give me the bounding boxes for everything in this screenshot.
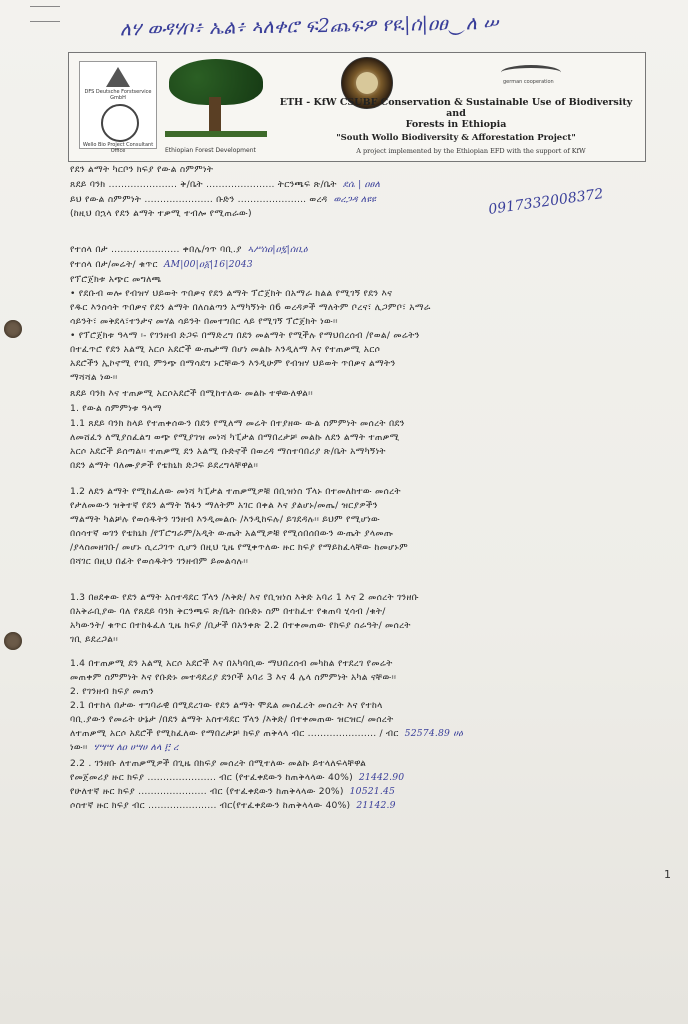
- line-text: የደን ልማት ካርቦን ክፍያ የውል ስምምነት: [70, 164, 214, 175]
- document-line: [70, 372, 118, 383]
- binder-mark: [30, 6, 60, 22]
- document-line: [70, 403, 162, 414]
- document-line: [70, 528, 393, 539]
- line-text: ማሻሻል ነው፡፡: [70, 372, 118, 383]
- document-line: [70, 446, 386, 457]
- line-text: የታለመውን ዝቅተኛ የደን ልማት ሽፋን ማለትም አገር በቀል እና ያልሆኑ/መጤ/ ዝርያዎችን: [70, 500, 378, 511]
- line-text: የሁለተኛ ዙር ክፍያ ...................... ብር (የተፈቀደውን ከጠቅላላው 20%): [70, 786, 344, 797]
- line-text: መጠቀም ስምምነት እና የቡድኑ መተዳደሪያ ደንቦች አባሪ 3 እና 4 ሌላ ስምምነት አካል ናቸው፡፡: [70, 672, 397, 683]
- document-line: [70, 330, 420, 341]
- line-text: 1.2 ለደን ልማት የሚከፈለው መነሻ ካፒታል ተጠቃሚዎቹ በቢዝነስ ፕላኑ በተመለከተው መሰረት: [70, 486, 401, 497]
- line-text: ሶስተኛ ዙር ክፍያ ብር ...................... ብር(የተፈቀደውን ከጠቅላላው 40%): [70, 800, 351, 811]
- punch-hole: [4, 632, 22, 650]
- line-text: በሻገር በዚህ በፊት የወሰዱትን ገንዘብም ይመልሳሉ፡፡: [70, 556, 249, 567]
- line-text: የፕሮጀክቱ አጭር መግለጫ: [70, 274, 162, 285]
- document-line: [70, 672, 396, 683]
- document-line: [70, 742, 179, 753]
- page-number: 1: [664, 868, 671, 881]
- line-text: የተሰላ በታ/መሬት/ ቁጥር: [70, 259, 158, 270]
- line-text: 2.1 በተከላ በታው ተግባራዊ በሚደረገው የደን ልማት ሞዴል መሰፈረት መሰረት እና የተከላ: [70, 700, 383, 711]
- line-text: አካውንት/ ቁጥር በተከፋፈለ ጊዜ ክፍያ /ቢታች በአንቀጽ 2.2 በተቀመጠው የክፍያ ስራዓት/ መሰረት: [70, 620, 411, 631]
- line-text: ነው፡፡: [70, 742, 88, 753]
- document-line: [70, 418, 405, 429]
- document-line: [70, 432, 400, 443]
- line-text: 2. የገንዘብ ክፍያ መጠን: [70, 686, 154, 697]
- handwritten-fill: 21442.90: [358, 772, 405, 783]
- dfs-logo: [79, 61, 157, 154]
- punch-hole: [4, 320, 22, 338]
- line-text: በሰሳተኛ ወገን የቴክኒክ /የፕሮግራም/አዲት ውጤት አልሚዎቹ የሚሰበሰበውን ውጤት ያላመጡ: [70, 528, 394, 539]
- handwritten-fill: ሃሣሣ ለዐ ሀሣሀ ለላ ፫ ረ: [93, 742, 179, 753]
- dfs-logo-text: DFS Deutsche Forstservice GmbH: [84, 89, 152, 101]
- document-line: [70, 302, 431, 313]
- line-text: • የፕሮጀክቱ ዓላማ ፡- የገንዘብ ድጋፍ በማድረግ በደን መልማት የሚችሉ የማህበረሰብ /የወል/ መሬትን: [70, 330, 420, 341]
- document-line: [70, 758, 366, 769]
- line-text: በአቅራቢያው ባለ የጸደይ ባንክ ቅርንጫፍ ጽ/ቤት በቡድኑ ስም በተከፈተ የቁጠባ ሂሳብ /ቁት/: [70, 606, 386, 617]
- line-text: ይህ የውል ስምምነት ...................... ቡድን ...................... ወረዳ: [70, 194, 328, 205]
- document-line: [70, 606, 386, 617]
- line-text: 2.2 . ገንዘቡ ለተጠቃሚዎች በጊዜ በክፍያ መሰረት በሚተለው መልኩ ይተላለፍላቸዋል: [70, 758, 367, 769]
- document-line: [70, 658, 393, 669]
- document-line: [70, 714, 394, 725]
- line-text: ለመሸፈን ለሚያስፈልግ ወጭ የሚያገዝ መነሻ ካፒታል በማበረታቻ መልኩ ለደን ልማት ተጠቃሚ: [70, 432, 400, 443]
- line-text: (ከዚህ በኋላ የደን ልማት ተቃሚ ተብሎ የሚጠራው): [70, 208, 252, 219]
- document-line: [70, 164, 213, 175]
- document-line: [70, 179, 380, 190]
- handwritten-fill: ወረጋዳ ለዩዩ: [333, 194, 376, 205]
- document-line: [70, 634, 118, 645]
- header-title: [271, 97, 641, 130]
- document-line: [70, 316, 338, 327]
- tree-triangle-icon: [106, 67, 130, 87]
- german-cooperation-logo: [501, 61, 567, 89]
- document-line: [70, 259, 253, 270]
- handwritten-fill: 52574.89 ሀዕ: [404, 728, 463, 739]
- line-text: የዱር እንስሳት ጥበቃና የደን ልማት በለስልጣን አማካኝነት በ6 ወረዳዎች ማለትም ቦረና፣ ሊጋምቦ፣ አማራ: [70, 302, 431, 313]
- line-text: የተሰላ በታ ...................... ቀበሌ/ጎጥ ባቢ.ያ: [70, 244, 242, 255]
- document-line: [70, 800, 396, 811]
- header-title-line2: Forests in Ethiopia: [405, 119, 507, 130]
- handwritten-note-top: ለሃ ወዳሃቦ፥ ኤል፥ ኣለቀሮ ፍ2ጨፍዎ የዪ|ሰ|ዐፀ‿ለ ሠ: [119, 11, 499, 41]
- line-text: አደሮችን ኢኮኖሚ የገቢ ምንጭ በማሳደግ ኑሮቸውን እንዲሁም የብዝሃ ህይወት ጥበቃና ልማትን: [70, 358, 396, 369]
- line-text: 1.1 ጸደይ ባንክ ከላይ የተጠቀሰውን በደን የሚለማ መሬት በተያዘው ውል ስምምነት መሰረት በደን: [70, 418, 405, 429]
- document-line: [70, 274, 161, 285]
- document-line: [70, 686, 154, 697]
- line-text: አርሶ አደሮች ይሰጣል፡፡ ተጠቃሚ ደን አልሚ ቡድኖች በወረዳ ማስተባበሪያ ጽ/ቤት አማካኝነት: [70, 446, 386, 457]
- eth-logo-caption: Ethiopian Forest Development: [165, 147, 256, 154]
- document-line: [70, 500, 378, 511]
- document-line: [70, 514, 380, 525]
- handwritten-fill: 21142.9: [356, 800, 396, 811]
- header-note: A project implemented by the Ethiopian EFD with the support of KfW: [356, 147, 586, 155]
- german-cooperation-text: german cooperation: [503, 79, 554, 85]
- line-text: ገቢ ይደረጋል፡፡: [70, 634, 118, 645]
- line-text: • የደቡብ ወሎ የብዝሃ ህይወት ጥበቃና የደን ልማት ፕሮጀክት በአማራ ክልል የሚገኝ የደን እና: [70, 288, 393, 299]
- line-text: 1. የውል ስምምነቱ ዓላማ: [70, 403, 162, 414]
- document-line: [70, 772, 404, 783]
- document-line: [70, 288, 392, 299]
- document-line: [70, 556, 248, 567]
- document-line: [70, 344, 380, 355]
- line-text: ጸደይ ባንክ እና ተጠቃሚ አርሶአደሮች በሚከተለው መልኩ ተዋውለዋል፡፡: [70, 388, 313, 399]
- document-line: [70, 358, 395, 369]
- document-line: [70, 194, 376, 205]
- document-line: [70, 728, 463, 739]
- line-text: /ያላስመዘገቡ/ መሆኑ ሲረጋገጥ ሲሆን በዚህ ጊዜ የሚቀጥለው ዙር ክፍያ የማይከፈላቸው ከመሆኑም: [70, 542, 409, 553]
- line-text: ማልማት ካልቻሉ የወሰዱትን ገንዘብ እንዲመልሱ /እንዲከፍሉ/ ይገደዳሉ፡፡ ይህም የሚሆነው: [70, 514, 381, 525]
- line-text: የመጀመሪያ ዙር ክፍያ ...................... ብር (የተፈቀደውን ከጠቅላላው 40%): [70, 772, 353, 783]
- document-line: [70, 460, 258, 471]
- line-text: ለተጠቃሚ አርሶ አደሮች የሚከፈለው የማበረታቻ ክፍያ ጠቅላላ ብር ...................... / ብር: [70, 728, 399, 739]
- tree-logo: [165, 57, 267, 137]
- header-subtitle: "South Wollo Biodiversity & Afforestation Project": [336, 133, 576, 143]
- document-line: [70, 244, 308, 255]
- handwritten-fill: 10521.45: [349, 786, 396, 797]
- handwritten-fill: AM|00|ዐ፩|16|2043: [163, 259, 253, 270]
- seal-icon: [101, 104, 139, 142]
- document-line: [70, 542, 408, 553]
- line-text: ሳይንት፣ መቅደላ፣ተንታና መሃል ሳይንት በመተግበር ላይ የሚገኝ ፕሮጀክት ነው፡፡: [70, 316, 338, 327]
- line-text: ባቢ.ያውን የመሬት ሁኔታ /በደን ልማት አስተዳደር ፕላን /እቅድ/ በተቀመጠው ዝርዝር/ መሰረት: [70, 714, 394, 725]
- document-line: [70, 486, 401, 497]
- dfs-logo-footer: Wello Bio Project Consultant Office: [82, 142, 154, 154]
- line-text: በተፈጥሮ የደን አልሚ አርሶ አደሮች ውጤታማ በሆነ መልኩ እንዲለማ እና የተጠቃሚ አርሶ: [70, 344, 381, 355]
- letterhead: [68, 52, 646, 162]
- handwritten-phone-number: 0917332008372: [487, 186, 605, 218]
- document-line: [70, 208, 252, 219]
- line-text: 1.3 በፀደቀው የደን ልማት አስተዳደር ፕላን /እቅድ/ እና የቢዝነስ እቅድ አባሪ 1 እና 2 መሰረት ገንዘቡ: [70, 592, 419, 603]
- document-line: [70, 592, 419, 603]
- document-line: [70, 700, 383, 711]
- line-text: በደን ልማት ባለሙያዎች የቴክኒክ ድጋፍ ይደረግላቸዋል፡፡: [70, 460, 259, 471]
- document-line: [70, 388, 313, 399]
- line-text: ጸደይ ባንክ ...................... ቅ/ቤት ...................... ትርንጫፍ ጽ/ቤት: [70, 179, 337, 190]
- handwritten-fill: ኣሥሰዐ|ዐ፯|ሰቢዕ: [247, 244, 308, 255]
- handwritten-fill: ደሴ | ዐፀለ: [342, 179, 381, 190]
- document-line: [70, 620, 411, 631]
- header-title-line1: ETH - KfW CSUBF Conservation & Sustainable Use of Biodiversity and: [279, 97, 633, 119]
- line-text: 1.4 በተጠቃሚ ደን አልሚ አርሶ አደሮች እና በአካባቢው ማህበረሰብ መካከል የተደረገ የመሬት: [70, 658, 393, 669]
- document-line: [70, 786, 395, 797]
